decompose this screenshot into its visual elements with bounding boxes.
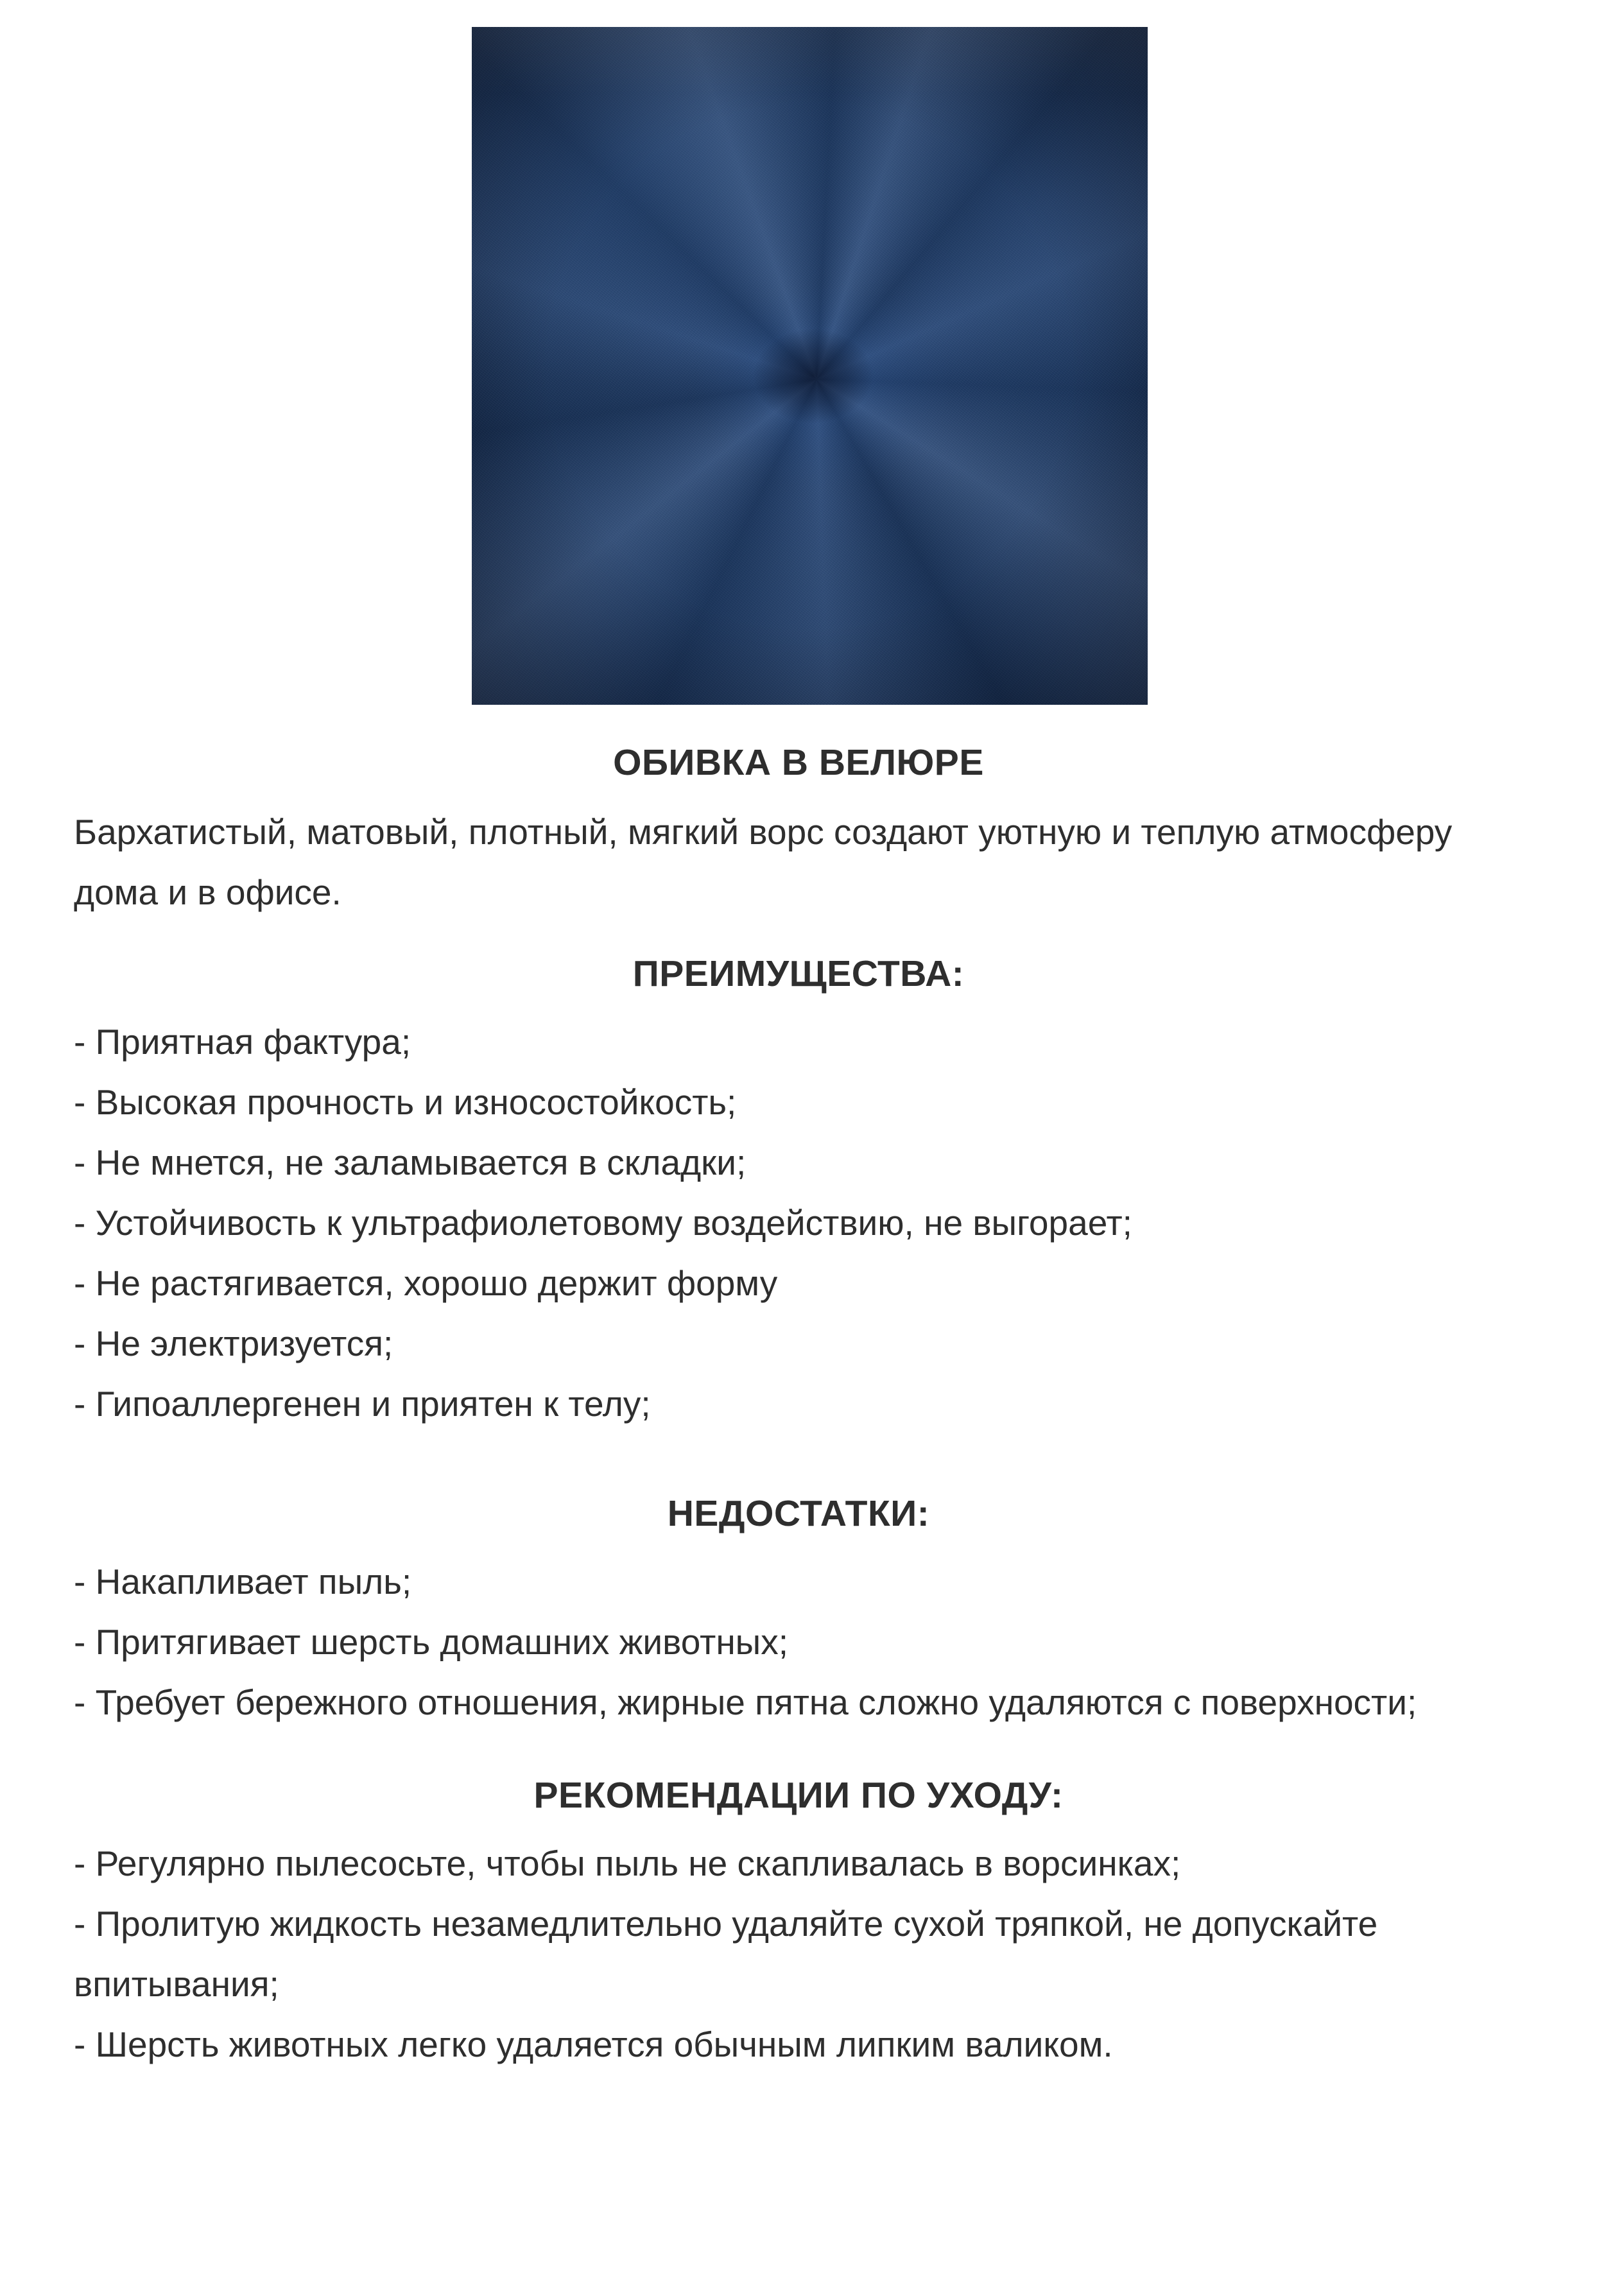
list-item: - Притягивает шерсть домашних животных;	[74, 1622, 788, 1662]
list-item: - Высокая прочность и износостойкость;	[74, 1082, 737, 1122]
spacer-after-title	[0, 781, 1597, 802]
list-item: - Шерсть животных легко удаляется обычным липким валиком.	[74, 2024, 1113, 2064]
list-item: - Не электризуется;	[74, 1324, 393, 1363]
list-item: - Требует бережного отношения, жирные пятна сложно удаляются с поверхности;	[74, 1682, 1417, 1722]
advantages-list	[0, 1012, 1597, 1434]
spacer-after-care-heading	[0, 1814, 1597, 1833]
list-item: - Гипоаллергенен и приятен к телу;	[74, 1384, 651, 1424]
care-list	[0, 1833, 1597, 2075]
list-item: - Пролитую жидкость незамедлительно удаляйте сухой тряпкой, не допускайте впитывания;	[74, 1904, 1378, 2004]
list-item: - Регулярно пылесосьте, чтобы пыль не скапливалась в ворсинках;	[74, 1843, 1181, 1883]
spacer-after-disadvantages-heading	[0, 1532, 1597, 1551]
list-item: - Не мнется, не заламывается в складки;	[74, 1143, 747, 1182]
list-item: - Устойчивость к ультрафиолетовому воздействию, не выгорает;	[74, 1203, 1132, 1243]
section-heading-care: РЕКОМЕНДАЦИИ ПО УХОДУ:	[533, 1775, 1064, 1816]
spacer-after-advantages-heading	[0, 992, 1597, 1012]
spacer-before-advantages	[0, 922, 1597, 956]
page-title: ОБИВКА В ВЕЛЮРЕ	[613, 742, 984, 783]
intro-paragraph: Бархатистый, матовый, плотный, мягкий ворс создают уютную и теплую атмосферу дома и в офисе.	[74, 812, 1453, 912]
list-item: - Не растягивается, хорошо держит форму	[74, 1263, 778, 1303]
section-heading-disadvantages: НЕДОСТАТКИ:	[667, 1493, 930, 1534]
spacer-before-disadvantages	[0, 1434, 1597, 1496]
list-item: - Приятная фактура;	[74, 1022, 411, 1062]
description-content	[0, 742, 1597, 2075]
spacer-before-care	[0, 1732, 1597, 1777]
fabric-photo-texture	[472, 27, 1148, 705]
fabric-photo	[472, 27, 1148, 705]
list-item: - Накапливает пыль;	[74, 1562, 412, 1601]
section-heading-advantages: ПРЕИМУЩЕСТВА:	[632, 953, 965, 994]
disadvantages-list	[0, 1551, 1597, 1732]
